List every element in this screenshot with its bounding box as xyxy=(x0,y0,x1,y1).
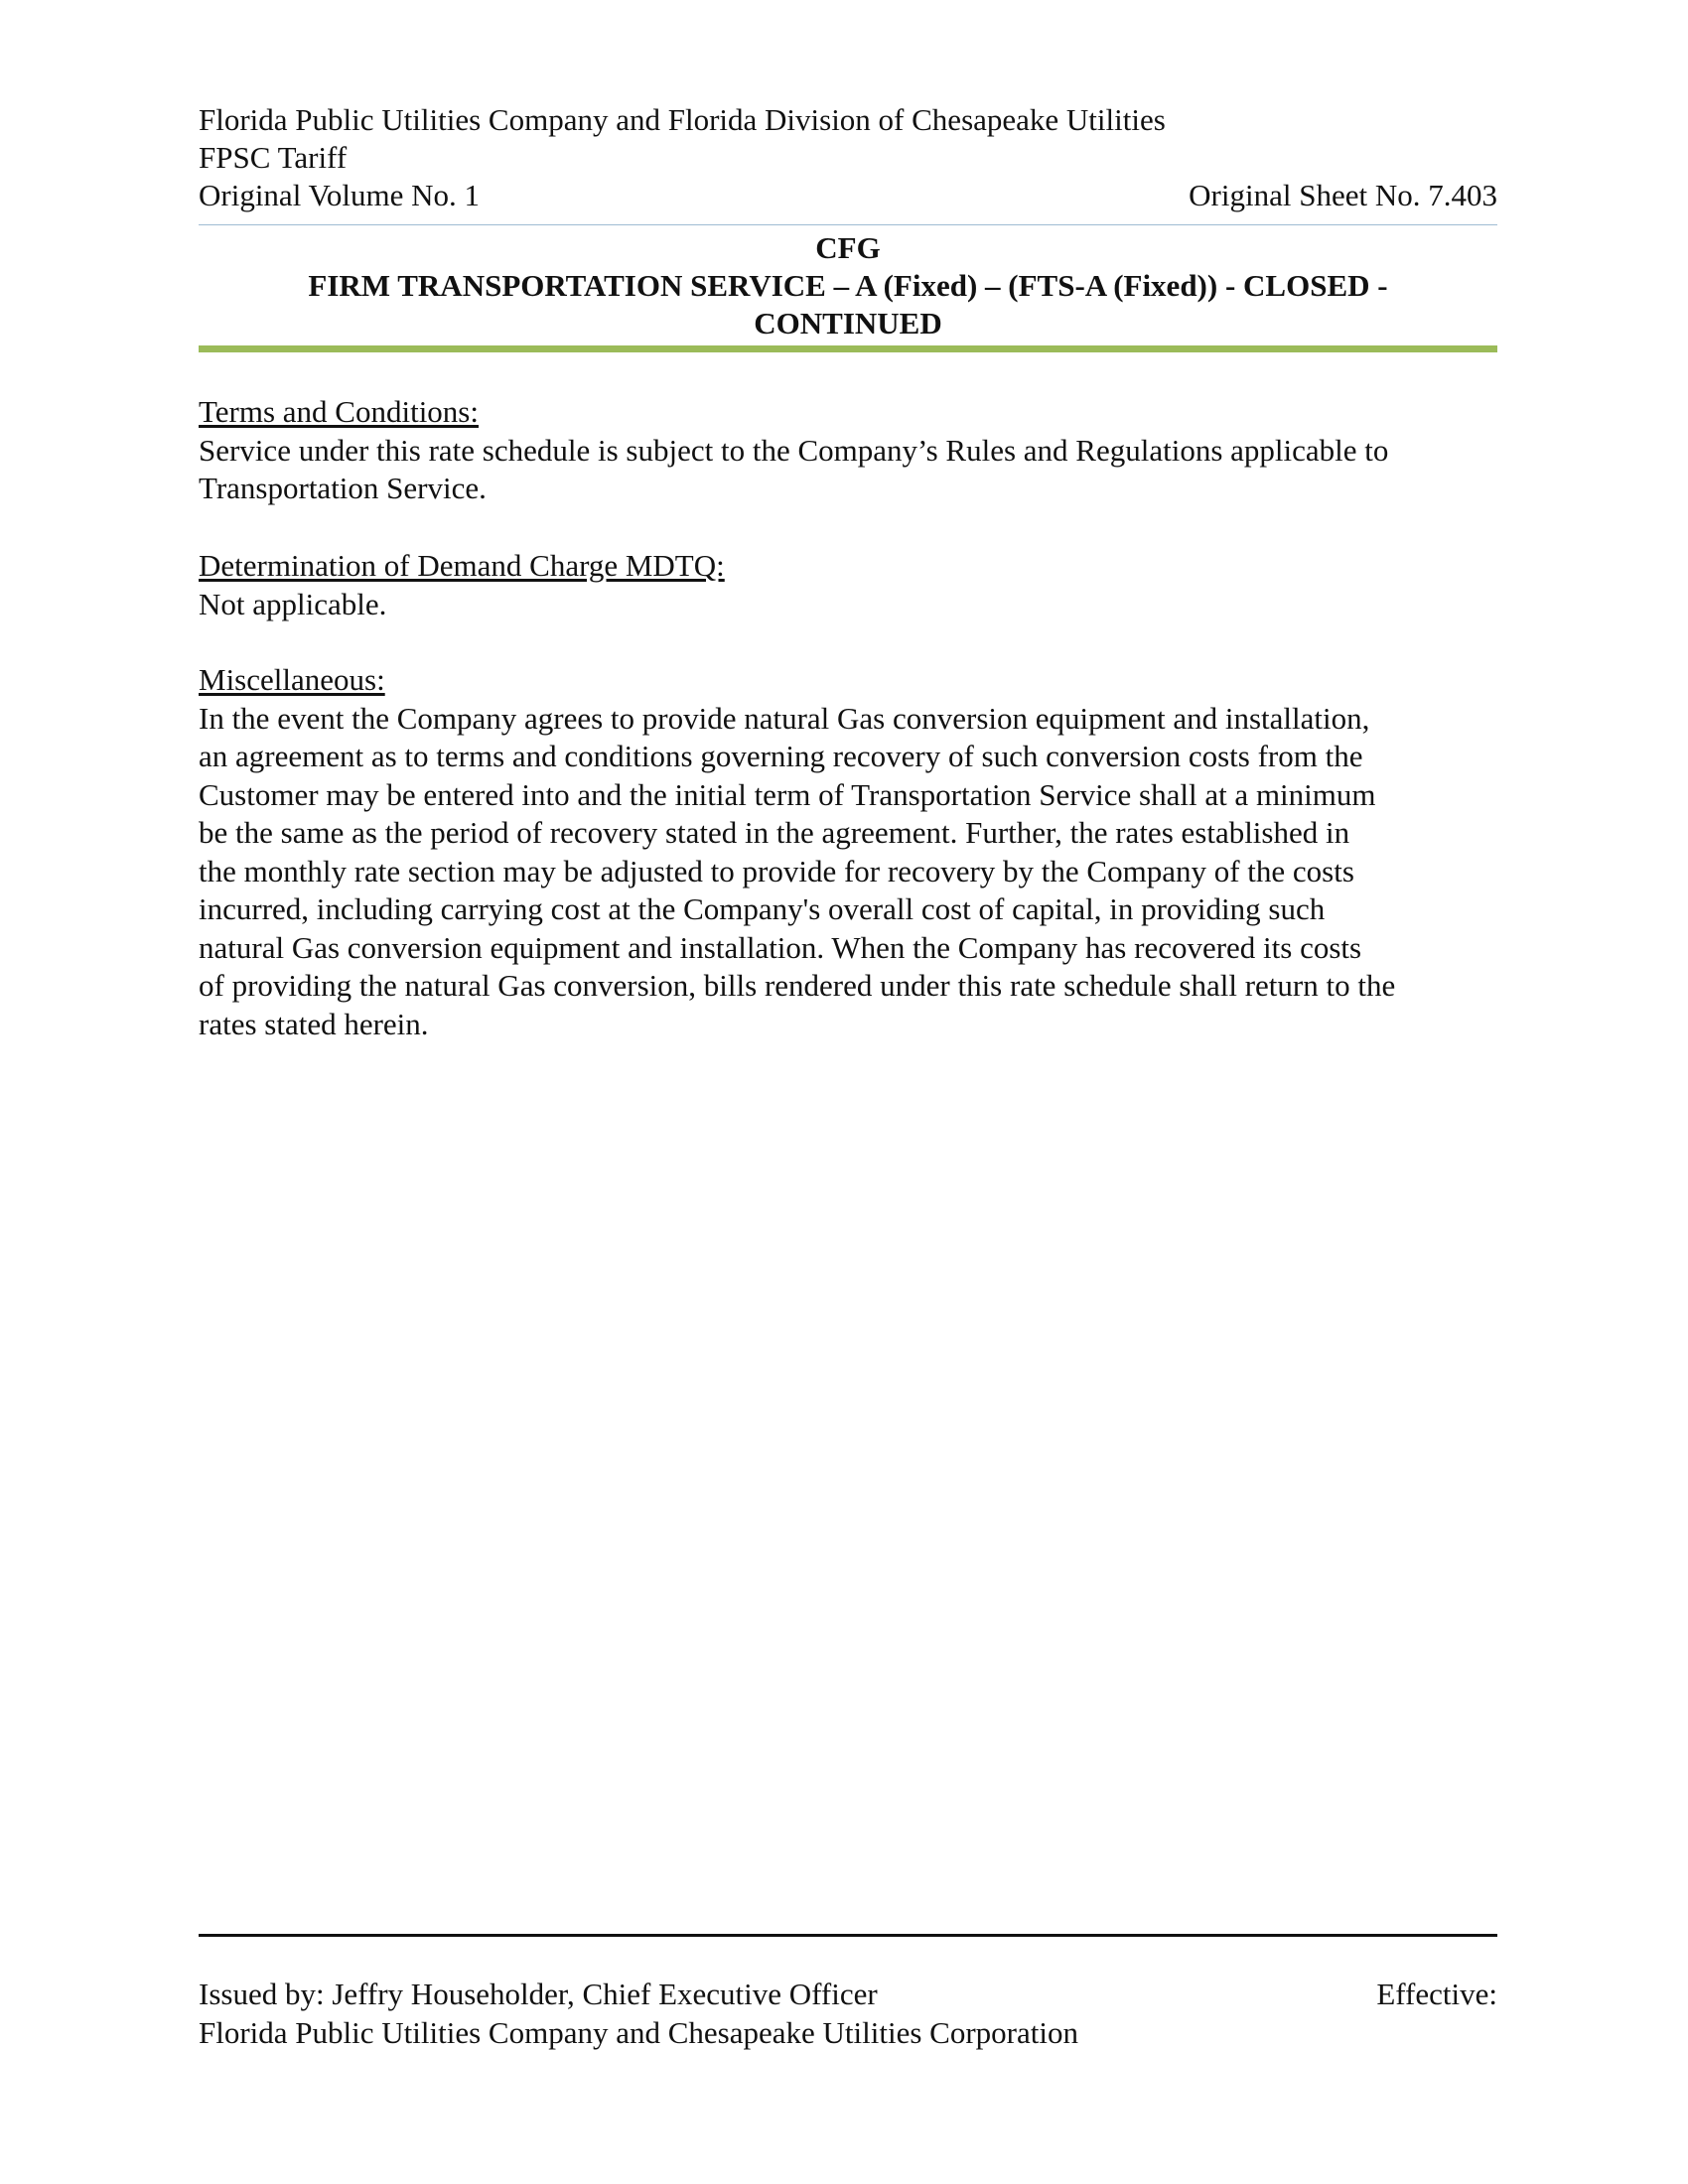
body-line: rates stated herein. xyxy=(199,1006,429,1041)
title-line-2: FIRM TRANSPORTATION SERVICE – A (Fixed) – (FTS-A (Fixed)) - CLOSED - xyxy=(308,268,1388,303)
body-line: Transportation Service. xyxy=(199,471,487,505)
footer-issued-by: Issued by: Jeffry Householder, Chief Executive Officer xyxy=(199,1977,878,2011)
body-line: In the event the Company agrees to provide natural Gas conversion equipment and installation, xyxy=(199,700,1370,736)
body-line: Service under this rate schedule is subject to the Company’s Rules and Regulations applicable to xyxy=(199,432,1389,468)
body-line: of providing the natural Gas conversion, bills rendered under this rate schedule shall return to the xyxy=(199,968,1396,1003)
tariff-page xyxy=(199,0,1497,2184)
header-divider xyxy=(199,224,1497,225)
section-heading: Miscellaneous: xyxy=(199,662,385,697)
header-volume-row xyxy=(199,177,1497,214)
section-demand-charge xyxy=(199,547,1497,623)
section-miscellaneous xyxy=(199,661,1497,1043)
header-sheet-number: Original Sheet No. 7.403 xyxy=(1189,178,1497,212)
body-line: Not applicable. xyxy=(199,586,387,621)
body-line: incurred, including carrying cost at the Company's overall cost of capital, in providing such xyxy=(199,891,1326,926)
title-line-3: CONTINUED xyxy=(754,306,942,341)
title-divider xyxy=(199,345,1497,352)
header-volume: Original Volume No. 1 xyxy=(199,178,481,212)
footer-issued-row xyxy=(199,1976,1497,2013)
title-line-1: CFG xyxy=(815,230,881,265)
body-line: be the same as the period of recovery stated in the agreement. Further, the rates established in xyxy=(199,815,1350,850)
section-heading: Determination of Demand Charge MDTQ: xyxy=(199,548,725,583)
body-line: the monthly rate section may be adjusted to provide for recovery by the Company of the costs xyxy=(199,853,1354,888)
header-tariff: FPSC Tariff xyxy=(199,140,348,175)
body-line: an agreement as to terms and conditions governing recovery of such conversion costs from the xyxy=(199,739,1363,773)
header-company: Florida Public Utilities Company and Florida Division of Chesapeake Utilities xyxy=(199,102,1166,137)
footer-company: Florida Public Utilities Company and Chesapeake Utilities Corporation xyxy=(199,2015,1078,2050)
body-line: Customer may be entered into and the initial term of Transportation Service shall at a minimum xyxy=(199,776,1376,812)
schedule-title xyxy=(199,229,1497,342)
section-terms-and-conditions xyxy=(199,393,1497,508)
body-line: natural Gas conversion equipment and installation. When the Company has recovered its costs xyxy=(199,929,1362,965)
footer-divider xyxy=(199,1934,1497,1937)
section-heading: Terms and Conditions: xyxy=(199,394,479,429)
footer-effective: Effective: xyxy=(1376,1977,1497,2011)
